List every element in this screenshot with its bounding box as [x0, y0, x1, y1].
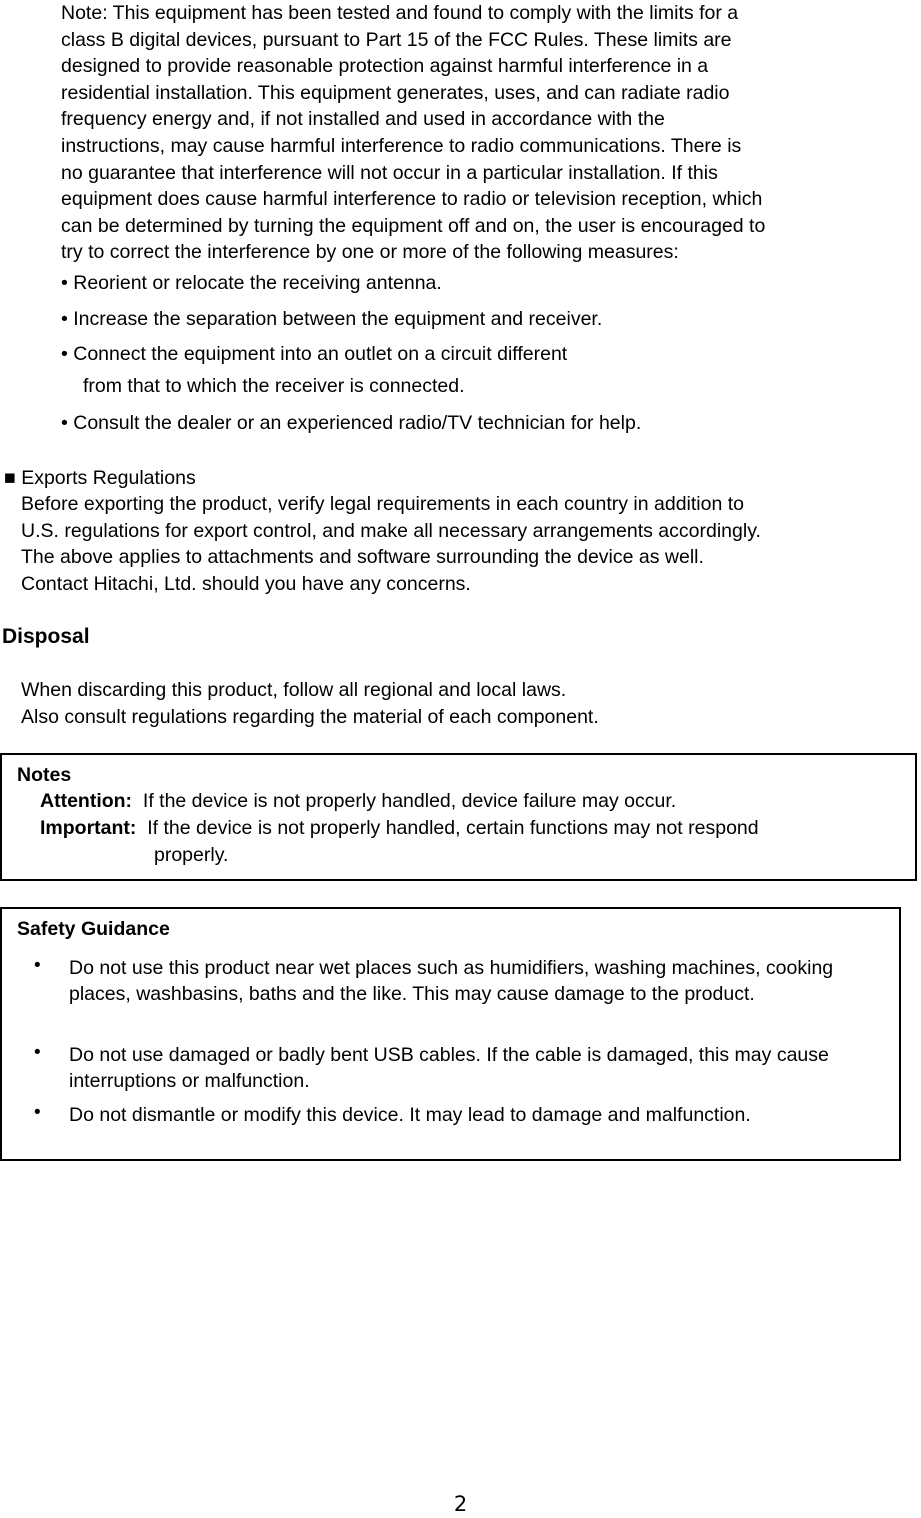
- safety-item-text: Do not use damaged or badly bent USB cables. If the cable is damaged, this may cause interruptions or malfunction.: [69, 1044, 829, 1092]
- fcc-note-line: equipment does cause harmful interference to radio or television reception, which: [61, 188, 763, 211]
- notes-attention: [40, 788, 676, 815]
- list-item: • Increase the separation between the equipment and receiver.: [61, 308, 603, 330]
- bullet-icon: •: [34, 1102, 41, 1123]
- exports-body: [21, 491, 911, 597]
- list-item: • Connect the equipment into an outlet on a circuit different: [61, 343, 568, 365]
- exports-line: Contact Hitachi, Ltd. should you have any concerns.: [21, 572, 471, 595]
- list-item-continuation: from that to which the receiver is connected.: [83, 375, 465, 397]
- exports-line: Before exporting the product, verify legal requirements in each country in addition to: [21, 493, 744, 515]
- important-text: If the device is not properly handled, certain functions may not respond: [147, 817, 759, 839]
- disposal-title: Disposal: [2, 625, 90, 648]
- fcc-note-line: designed to provide reasonable protection against harmful interference in a: [61, 55, 709, 78]
- fcc-note-line: try to correct the interference by one or more of the following measures:: [61, 241, 679, 264]
- attention-label: Attention:: [40, 790, 133, 812]
- bullet-icon: •: [34, 1042, 41, 1063]
- fcc-note: [61, 0, 901, 266]
- disposal-body: [21, 677, 599, 731]
- bullet-icon: •: [34, 955, 41, 976]
- exports-line: U.S. regulations for export control, and make all necessary arrangements accordingly.: [21, 519, 761, 542]
- attention-text: If the device is not properly handled, device failure may occur.: [142, 790, 677, 812]
- disposal-line: Also consult regulations regarding the material of each component.: [21, 706, 599, 728]
- fcc-note-line: instructions, may cause harmful interference to radio communications. There is: [61, 134, 742, 157]
- notes-important: [40, 815, 759, 842]
- disposal-line: When discarding this product, follow all regional and local laws.: [21, 679, 567, 701]
- important-label: Important:: [40, 817, 137, 839]
- notes-title: Notes: [17, 764, 72, 786]
- exports-heading: ■ Exports Regulations: [4, 467, 196, 489]
- list-item: • Consult the dealer or an experienced radio/TV technician for help.: [61, 412, 642, 434]
- important-text-continuation: properly.: [154, 844, 229, 866]
- fcc-note-line: no guarantee that interference will not occur in a particular installation. If this: [61, 161, 718, 184]
- list-item: • Reorient or relocate the receiving antenna.: [61, 272, 442, 294]
- fcc-note-line: residential installation. This equipment generates, uses, and can radiate radio: [61, 81, 730, 104]
- fcc-note-line: class B digital devices, pursuant to Part 15 of the FCC Rules. These limits are: [61, 28, 732, 51]
- exports-line: The above applies to attachments and software surrounding the device as well.: [21, 546, 704, 568]
- fcc-note-line: Note: This equipment has been tested and found to comply with the limits for a: [61, 2, 739, 24]
- page-number: 2: [453, 1492, 468, 1516]
- safety-title: Safety Guidance: [17, 918, 170, 940]
- safety-item-text: Do not dismantle or modify this device. It may lead to damage and malfunction.: [69, 1104, 751, 1126]
- fcc-note-line: can be determined by turning the equipment off and on, the user is encouraged to: [61, 214, 766, 237]
- safety-item-text: Do not use this product near wet places such as humidifiers, washing machines, cooking places, washbasins, baths and the like. This may cause damage to the product.: [69, 957, 834, 1005]
- fcc-note-line: frequency energy and, if not installed and used in accordance with the: [61, 108, 665, 131]
